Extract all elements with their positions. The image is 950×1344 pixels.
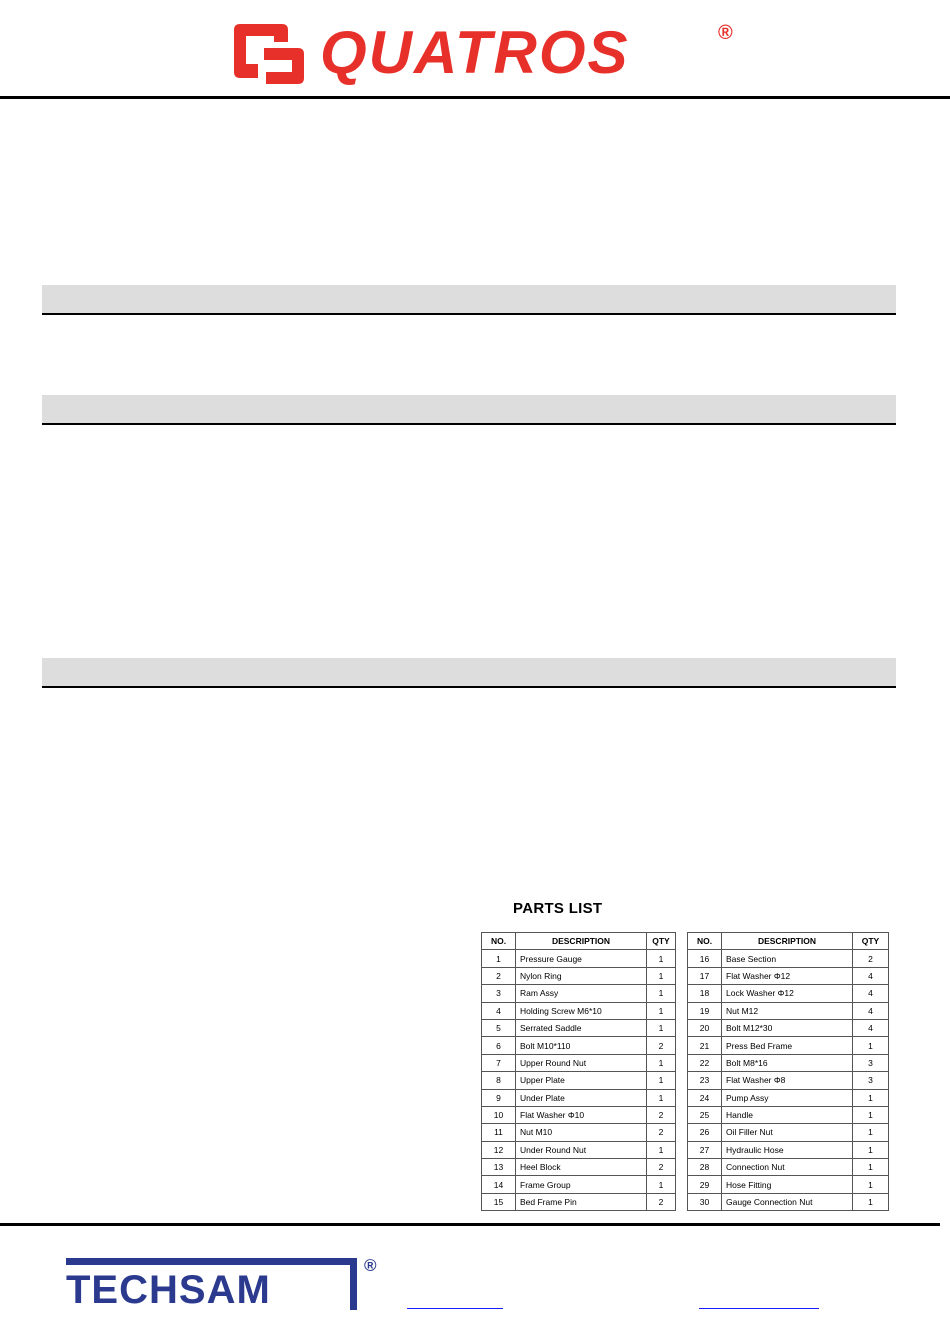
part-quantity: 2 [647,1106,676,1123]
techsam-bar [66,1258,356,1265]
part-description: Base Section [722,950,853,967]
part-description: Under Round Nut [516,1141,647,1158]
part-description: Frame Group [516,1176,647,1193]
parts-table-row [688,967,889,984]
part-number: 28 [688,1159,722,1176]
part-quantity: 2 [647,1037,676,1054]
part-number: 16 [688,950,722,967]
part-description: Bed Frame Pin [516,1193,647,1210]
part-quantity: 1 [647,1141,676,1158]
column-header-qty: QTY [647,933,676,950]
part-quantity: 2 [647,1159,676,1176]
part-quantity: 4 [853,985,889,1002]
part-quantity: 1 [647,967,676,984]
parts-table-left [481,932,676,1211]
part-number: 7 [482,1054,516,1071]
part-quantity: 1 [647,1054,676,1071]
part-description: Upper Round Nut [516,1054,647,1071]
part-number: 3 [482,985,516,1002]
part-description: Bolt M10*110 [516,1037,647,1054]
part-quantity: 1 [647,985,676,1002]
part-description: Heel Block [516,1159,647,1176]
part-number: 30 [688,1193,722,1210]
part-number: 20 [688,1019,722,1036]
parts-table-row [482,1159,676,1176]
part-number: 10 [482,1106,516,1123]
part-number: 18 [688,985,722,1002]
part-quantity: 1 [853,1089,889,1106]
parts-table-row [482,1089,676,1106]
parts-table-row [688,985,889,1002]
part-description: Upper Plate [516,1072,647,1089]
part-description: Nut M12 [722,1002,853,1019]
part-quantity: 3 [853,1072,889,1089]
part-number: 8 [482,1072,516,1089]
part-quantity: 1 [647,1072,676,1089]
part-quantity: 4 [853,967,889,984]
part-quantity: 4 [853,1002,889,1019]
parts-table-row [482,1124,676,1141]
quatros-wordmark: QUATROS [320,19,630,86]
part-description: Hose Fitting [722,1176,853,1193]
part-description: Ram Assy [516,985,647,1002]
part-description: Bolt M8*16 [722,1054,853,1071]
parts-table-row [688,1106,889,1123]
part-description: Pressure Gauge [516,950,647,967]
part-quantity: 1 [853,1176,889,1193]
part-quantity: 2 [647,1193,676,1210]
parts-table-header-row [482,933,676,950]
parts-table-row [688,1019,889,1036]
parts-table-row [482,950,676,967]
part-quantity: 1 [853,1037,889,1054]
part-description: Handle [722,1106,853,1123]
part-number: 12 [482,1141,516,1158]
part-number: 23 [688,1072,722,1089]
parts-table-row [482,1072,676,1089]
parts-table-row [482,1054,676,1071]
part-number: 19 [688,1002,722,1019]
parts-table-row [482,1141,676,1158]
part-description: Connection Nut [722,1159,853,1176]
part-number: 5 [482,1019,516,1036]
part-number: 1 [482,950,516,967]
parts-table-row [688,1072,889,1089]
parts-table-row [482,1106,676,1123]
parts-table-row [688,1159,889,1176]
techsam-stem [350,1258,357,1310]
parts-table-row [688,1193,889,1210]
column-header-qty: QTY [853,933,889,950]
part-description: Flat Washer Φ10 [516,1106,647,1123]
part-quantity: 1 [853,1193,889,1210]
part-quantity: 1 [853,1141,889,1158]
parts-table-row [688,1037,889,1054]
footer-link-1[interactable] [407,1308,503,1309]
part-quantity: 1 [647,1019,676,1036]
part-description: Hydraulic Hose [722,1141,853,1158]
quatros-mark-icon [230,20,308,86]
quatros-logo [230,18,740,88]
part-number: 4 [482,1002,516,1019]
column-header-description: DESCRIPTION [516,933,647,950]
part-quantity: 3 [853,1054,889,1071]
part-quantity: 4 [853,1019,889,1036]
part-quantity: 1 [853,1124,889,1141]
column-header-no: NO. [482,933,516,950]
part-number: 22 [688,1054,722,1071]
parts-table-row [482,1002,676,1019]
part-quantity: 1 [647,950,676,967]
part-number: 17 [688,967,722,984]
part-quantity: 1 [853,1159,889,1176]
parts-table-row [688,1141,889,1158]
parts-list-title: PARTS LIST [513,900,603,917]
techsam-wordmark: TECHSAM [66,1268,271,1312]
part-number: 21 [688,1037,722,1054]
parts-table-row [482,967,676,984]
part-number: 13 [482,1159,516,1176]
parts-table-row [482,1176,676,1193]
part-number: 26 [688,1124,722,1141]
parts-table-row [688,1089,889,1106]
part-number: 6 [482,1037,516,1054]
section-heading-band-3 [42,658,896,688]
part-description: Nylon Ring [516,967,647,984]
part-number: 11 [482,1124,516,1141]
parts-table-row [482,1193,676,1210]
part-description: Bolt M12*30 [722,1019,853,1036]
part-description: Flat Washer Φ8 [722,1072,853,1089]
part-description: Holding Screw M6*10 [516,1002,647,1019]
parts-table-row [482,985,676,1002]
section-heading-band-1 [42,285,896,315]
part-number: 29 [688,1176,722,1193]
parts-table-row [688,1124,889,1141]
parts-table-row [688,950,889,967]
part-description: Serrated Saddle [516,1019,647,1036]
techsam-logo [66,1258,386,1314]
part-number: 25 [688,1106,722,1123]
part-number: 14 [482,1176,516,1193]
part-quantity: 2 [853,950,889,967]
parts-table-row [482,1037,676,1054]
part-description: Gauge Connection Nut [722,1193,853,1210]
parts-table-row [688,1176,889,1193]
part-quantity: 1 [853,1106,889,1123]
parts-table-row [688,1054,889,1071]
part-description: Press Bed Frame [722,1037,853,1054]
quatros-registered-mark: ® [718,22,733,44]
header-rule [0,96,950,99]
part-quantity: 1 [647,1002,676,1019]
parts-table-header-row [688,933,889,950]
parts-table-row [688,1002,889,1019]
footer-link-2[interactable] [699,1308,819,1309]
techsam-registered-mark: ® [364,1256,377,1275]
column-header-no: NO. [688,933,722,950]
part-number: 9 [482,1089,516,1106]
parts-table-right [687,932,889,1211]
part-description: Under Plate [516,1089,647,1106]
part-description: Flat Washer Φ12 [722,967,853,984]
part-description: Lock Washer Φ12 [722,985,853,1002]
column-header-description: DESCRIPTION [722,933,853,950]
parts-table-row [482,1019,676,1036]
section-heading-band-2 [42,395,896,425]
part-number: 24 [688,1089,722,1106]
part-description: Pump Assy [722,1089,853,1106]
part-quantity: 1 [647,1176,676,1193]
footer-rule [0,1223,940,1226]
part-number: 2 [482,967,516,984]
part-number: 27 [688,1141,722,1158]
part-quantity: 2 [647,1124,676,1141]
part-quantity: 1 [647,1089,676,1106]
part-description: Oil Filler Nut [722,1124,853,1141]
part-number: 15 [482,1193,516,1210]
part-description: Nut M10 [516,1124,647,1141]
